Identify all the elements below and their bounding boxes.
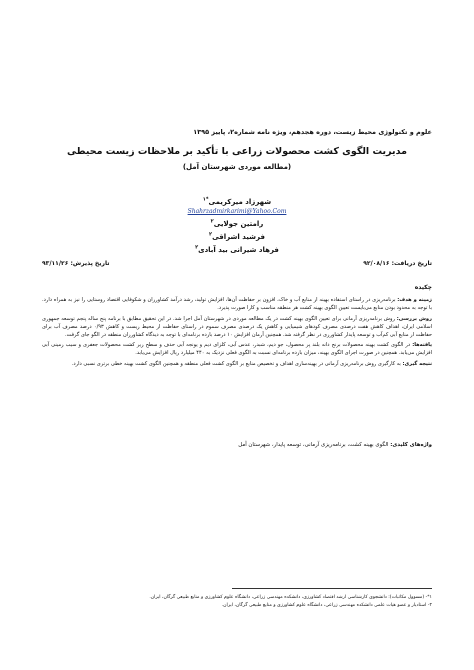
keywords xyxy=(42,442,432,448)
author-email-link[interactable]: Shahrzadmirkarimi@Yahoo.Com xyxy=(187,208,287,215)
author-block xyxy=(0,196,474,257)
abstract-conclusion xyxy=(42,360,432,368)
author-2-name: رامتین جولایی xyxy=(213,220,264,228)
conclusion-label: نتیجه گیری: xyxy=(402,360,432,367)
footnotes xyxy=(42,594,432,610)
findings-label: یافته‌ها: xyxy=(412,342,432,349)
footnote-divider xyxy=(232,588,432,589)
method-label: روش بررسی: xyxy=(396,315,432,322)
abstract-background xyxy=(42,296,432,312)
author-4-name: فرهاد شیرانی بید آبادی xyxy=(198,246,279,254)
author-3 xyxy=(0,231,474,244)
journal-header: علوم و تکنولوژی محیط زیست، دوره هجدهم، ویژه نامه شماره۲، پاییز ۱۳۹۵ xyxy=(193,128,432,136)
author-1-name: شهرزاد میرکریمی xyxy=(208,198,272,206)
abstract-findings xyxy=(42,341,432,357)
abstract-heading: چکیده xyxy=(414,284,432,291)
author-4-sup: ۲ xyxy=(195,244,199,251)
author-2-sup: ۲ xyxy=(210,218,214,225)
background-text: برنامه‌ریزی در راستای استفاده بهینه از منابع آب و خاک، افزون بر حفاظت آن‌ها، افزایش تولید، رشد درآمد کشاورزان و شکوفایی اقتصاد روستایی را نیز به همراه دارد. با توجه به محدود بودن منابع می‌بایست تعیین الگوی بهینه کشت هر منطقه مناسب و کارا صورت پذیرد. xyxy=(42,297,432,312)
abstract-method xyxy=(42,315,432,340)
background-label: زمینه و هدف: xyxy=(397,297,432,304)
author-2 xyxy=(0,218,474,231)
author-3-name: فرشید اشراقی xyxy=(212,233,265,241)
keywords-text: الگوی بهینه کشت، برنامه‌ریزی آرمانی، توسعه پایدار، شهرستان آمل xyxy=(238,442,391,448)
method-text: روش برنامه‌ریزی آرمانی برای تعیین الگوی بهینه کشت در یک مطالعه موردی در شهرستان آمل اجرا شد. در این تحقیق مطابق با برنامه پنج ساله پنجم توسعه جمهوری اسلامی ایران، اهداف کاهش هفت درصدی مصرف کودهای شیمیایی و کاهش یک درصدی مصرف سموم در راستای حفاظت از محیط زیست و کاهش ۰/۹۳ درصد مصرف آب برای حفاظت از منابع آبی کم‌آب و توسعه پایدار کشاورزی در نظر گرفته شد. همچنین آرمان افزایش ۱۰ درصد بازده برنامه‌ای با توجه به دیدگاه کشاورزان منطقه در الگو جای گرفت. xyxy=(42,315,432,339)
dates-row xyxy=(42,260,432,270)
paper-title: مدیریت الگوی کشت محصولات زراعی با تأکید بر ملاحظات زیست محیطی xyxy=(67,146,407,157)
keywords-label: واژه‌های کلیدی: xyxy=(390,442,432,448)
footnote-1: ۱*- (مسوول مکاتبات): دانشجوی کارشناسی ارشد اقتصاد کشاورزی، دانشکده مهندسی زراعی، دانشگاه علوم کشاورزی و منابع طبیعی گرگان، ایران. xyxy=(149,595,432,600)
conclusion-text: به کارگیری روش برنامه‌ریزی آرمانی در بهینه‌سازی اهداف و تخصیص منابع بر الگوی کشت فعلی منطقه و همچنین الگوی کشت بهینه خطی برتری نسبی دارد. xyxy=(71,360,403,367)
footnote-2: ۲- استادیار و عضو هیات علمی دانشکده مهندسی زراعی، دانشگاه علوم کشاورزی و منابع طبیعی گرگان، ایران. xyxy=(221,603,432,608)
received-date: تاریخ دریافت: ۹۲/۰۸/۱۶ xyxy=(363,260,432,267)
author-3-sup: ۲ xyxy=(209,231,213,238)
findings-text: در الگوی کشت بهینه محصولات برنج دانه بلند پر محصول، جو دیم، شبدر، عدس آبی، کلزای دیم و یونجه آبی حذف و سطح زیر کشت محصولات جعفری و سیب زمینی آبی افزایش می‌یابد. همچنین در صورت اجرای الگوی بهینه، میزان بازده برنامه‌ای نسبت به الگوی فعلی نزدیک به ۴۴۰ میلیارد ریال افزایش می‌یابد. xyxy=(42,342,432,357)
author-1-sup: *۱ xyxy=(202,196,209,203)
author-4 xyxy=(0,244,474,257)
abstract xyxy=(42,284,432,370)
paper-subtitle: (مطالعه موردی شهرستان آمل) xyxy=(182,163,292,171)
accepted-date: تاریخ پذیرش: ۹۳/۱۱/۲۶ xyxy=(42,260,110,267)
